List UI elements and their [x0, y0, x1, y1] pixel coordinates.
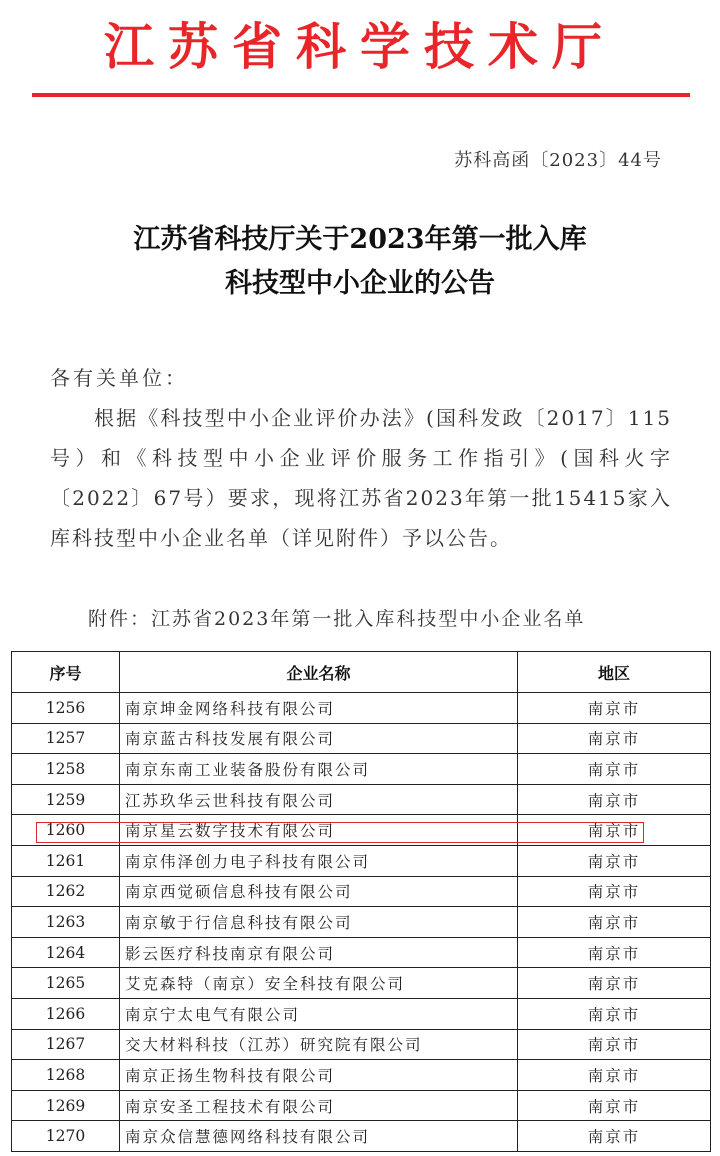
- cell-serial-number: 1266: [12, 998, 120, 1029]
- cell-enterprise-name: 南京敏于行信息科技有限公司: [120, 907, 518, 938]
- organization-header: 江苏省科学技术厅: [104, 17, 616, 76]
- table-row: [12, 784, 711, 815]
- cell-enterprise-name: 影云医疗科技南京有限公司: [120, 937, 518, 968]
- cell-enterprise-name: 交大材料科技（江苏）研究院有限公司: [120, 1029, 518, 1060]
- title-line-2: 科技型中小企业的公告: [225, 268, 495, 299]
- table-row: [12, 937, 711, 968]
- cell-enterprise-name: 南京宁太电气有限公司: [120, 998, 518, 1029]
- salutation: 各有关单位：: [50, 366, 188, 390]
- cell-enterprise-name: 南京西觉硕信息科技有限公司: [120, 876, 518, 907]
- cell-enterprise-name: 艾克森特（南京）安全科技有限公司: [120, 968, 518, 999]
- cell-region: 南京市: [518, 907, 711, 938]
- table-row: [12, 815, 711, 846]
- table-row: [12, 754, 711, 785]
- cell-region: 南京市: [518, 845, 711, 876]
- table-row: [12, 693, 711, 724]
- cell-region: 南京市: [518, 784, 711, 815]
- cell-region: 南京市: [518, 693, 711, 724]
- cell-serial-number: 1262: [12, 876, 120, 907]
- cell-enterprise-name: 南京正扬生物科技有限公司: [120, 1060, 518, 1091]
- table-row: [12, 998, 711, 1029]
- cell-enterprise-name: 南京伟泽创力电子科技有限公司: [120, 845, 518, 876]
- cell-enterprise-name: 南京众信慧德网络科技有限公司: [120, 1121, 518, 1152]
- cell-enterprise-name: 南京东南工业装备股份有限公司: [120, 754, 518, 785]
- table-row: [12, 1029, 711, 1060]
- cell-region: 南京市: [518, 937, 711, 968]
- table-row: [12, 723, 711, 754]
- cell-serial-number: 1259: [12, 784, 120, 815]
- cell-region: 南京市: [518, 876, 711, 907]
- table-row: [12, 1060, 711, 1091]
- table-row: [12, 845, 711, 876]
- cell-serial-number: 1268: [12, 1060, 120, 1091]
- cell-serial-number: 1256: [12, 693, 120, 724]
- cell-serial-number: 1257: [12, 723, 120, 754]
- cell-region: 南京市: [518, 1029, 711, 1060]
- enterprise-table: [11, 651, 711, 1152]
- table-row: [12, 968, 711, 999]
- header-serial-number: 序号: [12, 652, 120, 693]
- cell-serial-number: 1261: [12, 845, 120, 876]
- header-region: 地区: [518, 652, 711, 693]
- cell-enterprise-name: 南京蓝古科技发展有限公司: [120, 723, 518, 754]
- cell-serial-number: 1260: [12, 815, 120, 846]
- cell-serial-number: 1267: [12, 1029, 120, 1060]
- table-row: [12, 907, 711, 938]
- cell-serial-number: 1264: [12, 937, 120, 968]
- cell-serial-number: 1265: [12, 968, 120, 999]
- attachment-line: 附件：江苏省2023年第一批入库科技型中小企业名单: [88, 608, 586, 630]
- body-paragraph: 根据《科技型中小企业评价办法》(国科发政〔2017〕115号）和《科技型中小企业评价服务工作指引》(国科火字〔2022〕67号）要求，现将江苏省2023年第一批15415家入库科技型中小企业名单（详见附件）予以公告。: [50, 406, 672, 550]
- cell-enterprise-name: 南京安圣工程技术有限公司: [120, 1090, 518, 1121]
- cell-serial-number: 1258: [12, 754, 120, 785]
- cell-region: 南京市: [518, 968, 711, 999]
- table-header-row: [12, 652, 711, 693]
- cell-serial-number: 1270: [12, 1121, 120, 1152]
- header-red-rule: [32, 93, 690, 97]
- cell-region: 南京市: [518, 1121, 711, 1152]
- cell-region: 南京市: [518, 1060, 711, 1091]
- header-enterprise-name: 企业名称: [120, 652, 518, 693]
- cell-region: 南京市: [518, 1090, 711, 1121]
- enterprise-table-wrapper: [11, 651, 710, 1152]
- document-title: [0, 218, 720, 306]
- cell-enterprise-name: 南京星云数字技术有限公司: [120, 815, 518, 846]
- cell-serial-number: 1263: [12, 907, 120, 938]
- cell-region: 南京市: [518, 754, 711, 785]
- cell-region: 南京市: [518, 815, 711, 846]
- cell-region: 南京市: [518, 998, 711, 1029]
- cell-enterprise-name: 南京坤金网络科技有限公司: [120, 693, 518, 724]
- document-number: 苏科高函〔2023〕44号: [454, 150, 662, 171]
- cell-enterprise-name: 江苏玖华云世科技有限公司: [120, 784, 518, 815]
- cell-region: 南京市: [518, 723, 711, 754]
- table-row: [12, 876, 711, 907]
- cell-serial-number: 1269: [12, 1090, 120, 1121]
- table-row: [12, 1090, 711, 1121]
- table-row: [12, 1121, 711, 1152]
- title-line-1: 江苏省科技厅关于2023年第一批入库: [133, 224, 587, 255]
- table-body: [12, 693, 711, 1152]
